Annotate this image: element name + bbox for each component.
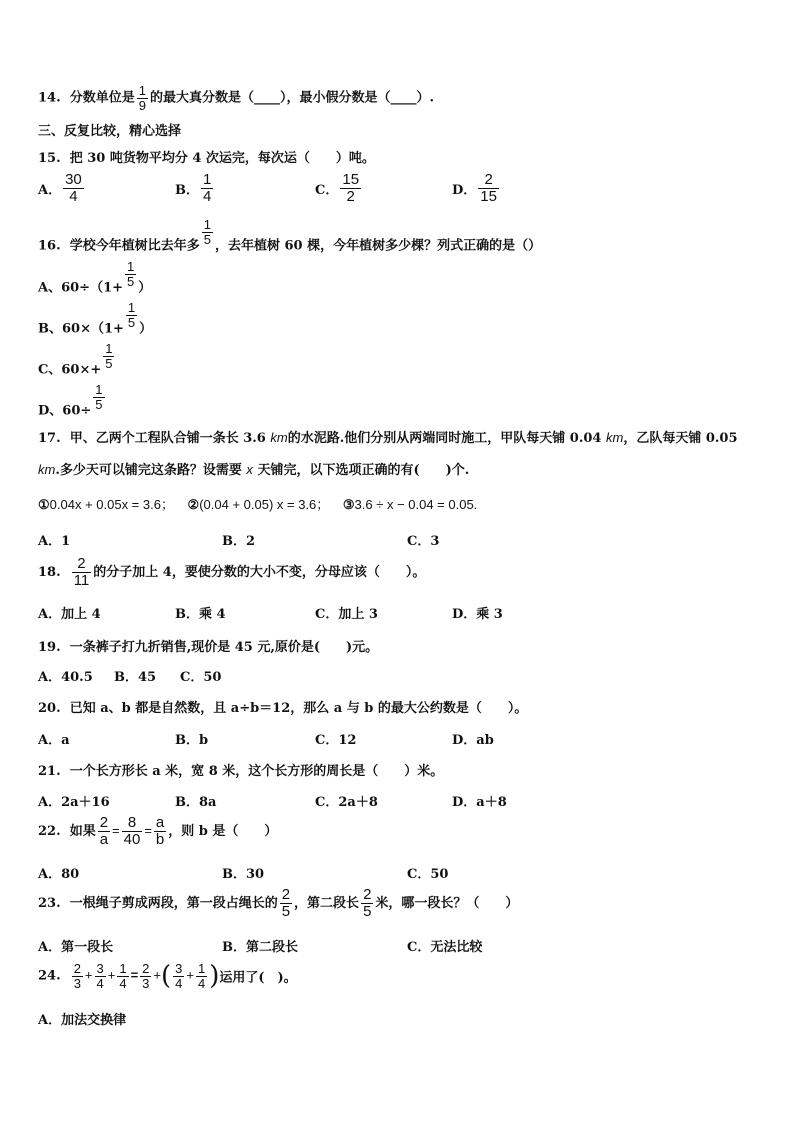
unit-km: km xyxy=(38,462,56,477)
question-20 xyxy=(38,697,527,716)
fraction: $\frac{2}{3}$ xyxy=(73,960,81,991)
fraction: $\frac{2}{11}$ xyxy=(73,555,90,589)
question-number: 23. xyxy=(38,895,61,911)
question-text: 的最大真分数是（____），最小假分数是（____）. xyxy=(149,90,434,106)
fraction: $\frac{1}{9}$ xyxy=(138,83,146,113)
plus-sign: + xyxy=(107,967,116,983)
question-15-options xyxy=(38,172,758,214)
question-text: 一根绳子剪成两段，第一段占绳长的 xyxy=(69,895,278,911)
option-d[interactable]: D．ab xyxy=(452,733,494,748)
option-d[interactable]: D．乘 3 xyxy=(452,607,503,622)
variable-x: x xyxy=(246,462,253,477)
unit-km: km xyxy=(270,430,288,445)
question-number: 21. xyxy=(38,764,61,779)
option-b[interactable]: B．2 xyxy=(222,534,256,549)
question-22 xyxy=(38,815,277,848)
equation-2: (0.04 + 0.05) x = 3.6； xyxy=(199,497,330,512)
circled-number: ② xyxy=(187,498,200,513)
equals-sign: = xyxy=(130,967,139,983)
option-b[interactable]: B．45 xyxy=(114,670,157,685)
plus-sign: + xyxy=(186,967,194,983)
question-text: ，则 b 是（ ） xyxy=(168,823,278,839)
question-text: 甲、乙两个工程队合铺一条长 3.6 xyxy=(69,431,266,446)
question-text: ，第二段长 xyxy=(294,895,360,911)
question-number: 24. xyxy=(38,968,61,984)
right-paren: ) xyxy=(209,961,220,991)
question-text: 的水泥路.他们分别从两端同时施工，甲队每天铺 0.04 xyxy=(287,431,602,446)
question-number: 20. xyxy=(38,701,61,716)
question-19 xyxy=(38,636,378,655)
unit-km: km xyxy=(605,430,624,445)
fraction: $\frac{2}{5}$ xyxy=(281,886,291,920)
fraction: $\frac{8}{40}$ xyxy=(123,814,141,848)
question-text: 一条裤子打九折销售,现价是 45 元,原价是( )元。 xyxy=(69,640,379,655)
equation-1: 0.04x + 0.05x = 3.6； xyxy=(49,497,174,512)
fraction: $\frac{a}{b}$ xyxy=(155,814,165,848)
question-number: 14. xyxy=(38,90,61,106)
question-17-options xyxy=(38,530,758,548)
question-15 xyxy=(38,147,375,166)
question-number: 17. xyxy=(38,431,61,446)
option-b[interactable]: B． $\frac{1}{4}$ xyxy=(175,171,212,205)
question-number: 18. xyxy=(38,564,61,580)
circled-number: ① xyxy=(38,498,50,513)
option-b[interactable]: B．第二段长 xyxy=(222,940,298,955)
plus-sign: + xyxy=(153,967,161,983)
question-text: 如果 xyxy=(69,823,96,839)
question-20-options xyxy=(38,729,758,747)
option-a[interactable]: A．1 xyxy=(38,534,71,549)
question-17-equations xyxy=(38,494,477,513)
option-a[interactable]: A、60÷（1+ $\frac{1}{5}$ ） xyxy=(38,259,152,296)
option-c[interactable]: C．无法比较 xyxy=(407,940,483,955)
question-number: 16. xyxy=(38,238,61,254)
question-number: 19. xyxy=(38,640,61,655)
question-text: 的分子加上 4，要使分数的大小不变，分母应该（ ）。 xyxy=(93,564,426,580)
equals-sign: = xyxy=(144,822,152,838)
option-a[interactable]: A． $\frac{30}{4}$ xyxy=(38,171,82,205)
question-text: ，去年植树 60 棵，今年植树多少棵？列式正确的是（） xyxy=(214,238,542,254)
question-17-line2 xyxy=(38,459,469,478)
question-24-options xyxy=(38,1009,758,1027)
question-23 xyxy=(38,887,518,920)
fraction: $\frac{1}{5}$ xyxy=(203,217,211,247)
option-c[interactable]: C、60×+ $\frac{1}{5}$ xyxy=(38,341,113,378)
question-16 xyxy=(38,218,541,254)
fraction: $\frac{3}{4}$ xyxy=(175,960,183,991)
question-18-options xyxy=(38,603,758,621)
question-number: 15. xyxy=(38,151,61,166)
question-18 xyxy=(38,556,425,589)
option-b[interactable]: B．8a xyxy=(175,795,217,810)
option-c[interactable]: C．加上 3 xyxy=(315,607,378,622)
option-a[interactable]: A．2a＋16 xyxy=(38,795,110,810)
equals-sign: = xyxy=(112,822,120,838)
option-b[interactable]: B．30 xyxy=(222,867,265,882)
question-21 xyxy=(38,760,443,779)
option-c[interactable]: C．2a＋8 xyxy=(315,795,378,810)
circled-number: ③ xyxy=(342,498,355,513)
question-19-options xyxy=(38,666,758,684)
question-number: 22. xyxy=(38,823,61,839)
question-24 xyxy=(38,961,297,991)
question-text: .多少天可以铺完这条路？设需要 xyxy=(55,463,242,478)
option-a[interactable]: A．加法交换律 xyxy=(38,1013,127,1028)
option-d[interactable]: D．a＋8 xyxy=(452,795,507,810)
fraction: $\frac{2}{5}$ xyxy=(363,886,372,920)
option-c[interactable]: C． $\frac{15}{2}$ xyxy=(315,171,360,205)
fraction: $\frac{2}{a}$ xyxy=(99,814,109,848)
question-text: 已知 a、b 都是自然数，且 a÷b＝12，那么 a 与 b 的最大公约数是（ ）。 xyxy=(69,701,528,716)
question-text: 把 30 吨货物平均分 4 次运完，每次运（ ）吨。 xyxy=(69,151,375,166)
option-c[interactable]: C．50 xyxy=(180,670,222,685)
plus-sign: + xyxy=(84,967,93,983)
option-a[interactable]: A．加上 4 xyxy=(38,607,101,622)
option-d[interactable]: D、60÷ $\frac{1}{5}$ xyxy=(38,382,103,419)
question-text: 米，哪一段长？（ ） xyxy=(375,895,519,911)
section-heading: 三、反复比较，精心选择 xyxy=(38,124,182,139)
equation-3: 3.6 ÷ x − 0.04 = 0.05. xyxy=(354,497,478,512)
option-b[interactable]: B．b xyxy=(175,733,209,748)
fraction: $\frac{3}{4}$ xyxy=(96,960,104,991)
question-text: 一个长方形长 a 米，宽 8 米，这个长方形的周长是（ ）米。 xyxy=(69,764,444,779)
question-17 xyxy=(38,427,738,446)
option-a[interactable]: A．a xyxy=(38,733,70,748)
question-23-options xyxy=(38,936,758,954)
question-14 xyxy=(38,84,434,112)
fraction: $\frac{2}{3}$ xyxy=(142,960,150,991)
question-22-options xyxy=(38,863,758,881)
question-text: ，乙队每天铺 0.05 xyxy=(623,431,738,446)
question-text: 天铺完，以下选项正确的有( )个. xyxy=(257,463,470,478)
option-c[interactable]: C．3 xyxy=(407,534,440,549)
option-b[interactable]: B．乘 4 xyxy=(175,607,226,622)
option-a[interactable]: A．第一段长 xyxy=(38,940,114,955)
option-c[interactable]: C．50 xyxy=(407,867,449,882)
question-text: 学校今年植树比去年多 xyxy=(69,238,200,254)
fraction: $\frac{1}{4}$ xyxy=(119,960,127,991)
fraction: $\frac{1}{4}$ xyxy=(197,960,206,991)
question-21-options xyxy=(38,791,758,809)
question-text: 分数单位是 xyxy=(69,90,135,106)
option-c[interactable]: C．12 xyxy=(315,733,357,748)
option-d[interactable]: D． $\frac{2}{15}$ xyxy=(452,171,497,205)
left-paren: ( xyxy=(161,961,172,991)
question-text: 运用了( )。 xyxy=(219,970,297,986)
option-a[interactable]: A．80 xyxy=(38,867,80,882)
option-a[interactable]: A．40.5 xyxy=(38,670,93,685)
option-b[interactable]: B、60×（1+ $\frac{1}{5}$ ） xyxy=(38,300,153,337)
